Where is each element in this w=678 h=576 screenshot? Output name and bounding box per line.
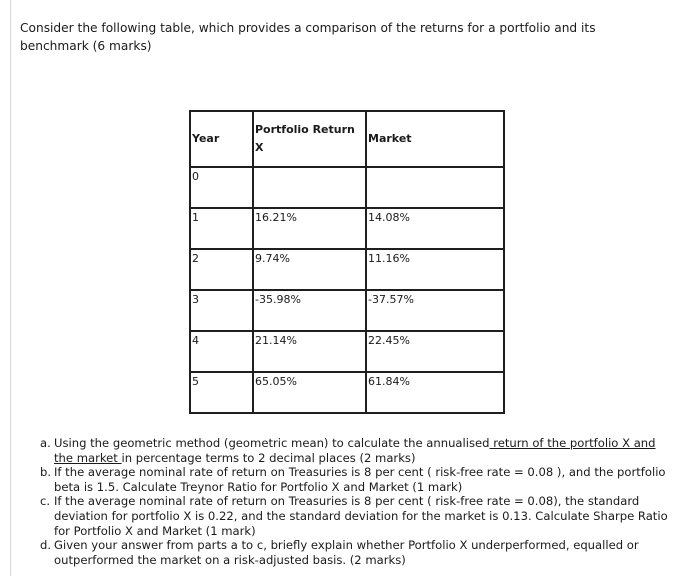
table-row [190,372,504,413]
question-list [40,436,675,567]
question-c [40,494,675,538]
question-intro: Consider the following table, which provides a comparison of the returns for a portfolio and its benchmark (6 marks) [20,21,596,53]
question-text: If the average nominal rate of return on Treasuries is 8 per cent ( risk-free rate = 0.08), the standard deviation for portfolio X is 0.22, and the standard deviation for the market is 0.13. Calculate Sharpe Ratio for Portfolio X and Market (1 mark) [54,494,668,538]
portfolio-cell [253,167,366,208]
market-cell [366,167,504,208]
market-cell: 61.84% [366,372,504,413]
header-market: Market [366,111,504,167]
question-b [40,465,675,494]
year-cell: 1 [190,208,253,249]
table-row [190,208,504,249]
market-cell: -37.57% [366,290,504,331]
question-d [40,538,675,567]
year-cell: 0 [190,167,253,208]
question-text: Given your answer from parts a to c, briefly explain whether Portfolio X underperformed, equalled or outperformed the market on a risk-adjusted basis. (2 marks) [54,538,639,567]
table-row [190,249,504,290]
portfolio-cell: 65.05% [253,372,366,413]
table-header-row [190,111,504,167]
table-row [190,290,504,331]
question-text: Using the geometric method (geometric mean) to calculate the annualised return of the portfolio X and the market in percentage terms to 2 decimal places (2 marks) [54,436,656,465]
year-cell: 2 [190,249,253,290]
table-row [190,331,504,372]
question-label: c. [40,494,51,509]
header-year: Year [190,111,253,167]
question-label: d. [40,538,52,553]
question-a [40,436,675,465]
portfolio-cell: 16.21% [253,208,366,249]
question-label: a. [40,436,51,450]
market-cell: 11.16% [366,249,504,290]
question-text: If the average nominal rate of return on Treasuries is 8 per cent ( risk-free rate = 0.08 ), and the portfolio beta is 1.5. Calculate Treynor Ratio for Portfolio X and Market (1 mark) [54,465,666,494]
question-label: b. [40,465,52,480]
portfolio-cell: -35.98% [253,290,366,331]
year-cell: 5 [190,372,253,413]
market-cell: 22.45% [366,331,504,372]
year-cell: 4 [190,331,253,372]
portfolio-cell: 21.14% [253,331,366,372]
table-row [190,167,504,208]
portfolio-cell: 9.74% [253,249,366,290]
returns-table [189,110,505,414]
year-cell: 3 [190,290,253,331]
header-portfolio-return: Portfolio Return X [253,111,366,167]
market-cell: 14.08% [366,208,504,249]
underlined-phrase: return of the portfolio X and the market [54,436,656,465]
